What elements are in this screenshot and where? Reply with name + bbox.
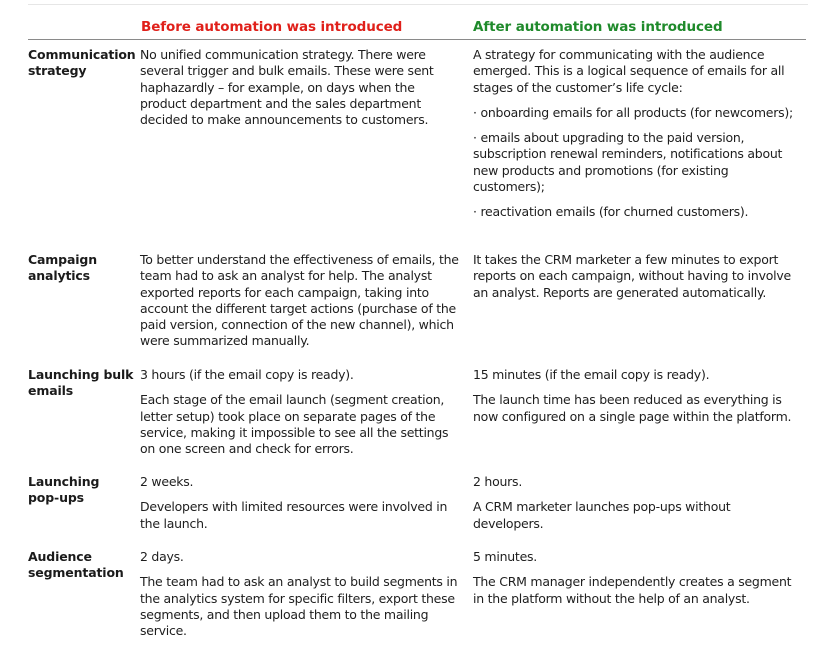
- cell-paragraph: The launch time has been reduced as everything is now configured on a single page within the platform.: [473, 392, 792, 424]
- row-label: Campaign analytics: [28, 252, 97, 283]
- cell-paragraph: 2 weeks.: [140, 474, 194, 489]
- cell-after: [473, 252, 803, 301]
- cell-before: [140, 47, 462, 128]
- cell-paragraph: 5 minutes.: [473, 549, 537, 564]
- row-label: Launching bulk emails: [28, 367, 134, 398]
- header-divider: [28, 39, 806, 40]
- cell-paragraph: · emails about upgrading to the paid version, subscription renewal reminders, notifications about new products and promotions (for existing customers);: [473, 130, 783, 195]
- cell-paragraph: · reactivation emails (for churned customers).: [473, 204, 749, 220]
- cell-after: [473, 474, 803, 532]
- cell-paragraph: 2 days.: [140, 549, 184, 564]
- row-label: Communication strategy: [28, 47, 136, 78]
- top-divider: [28, 4, 808, 5]
- cell-paragraph: Developers with limited resources were involved in the launch.: [140, 499, 448, 531]
- cell-after: [473, 549, 803, 607]
- cell-paragraph: No unified communication strategy. There were several trigger and bulk emails. These were sent haphazardly – for example, on days when the product department and the sales department decided to make announcements to customers.: [140, 47, 434, 128]
- cell-paragraph: · onboarding emails for all products (for newcomers);: [473, 104, 793, 120]
- cell-paragraph: 15 minutes (if the email copy is ready).: [473, 367, 710, 382]
- cell-before: [140, 549, 462, 639]
- row-label: Launching pop-ups: [28, 474, 100, 505]
- cell-paragraph: The team had to ask an analyst to build segments in the analytics system for specific filters, export these segments, and then upload them to the mailing service.: [140, 574, 458, 639]
- cell-paragraph: Each stage of the email launch (segment creation, letter setup) took place on separate pages of the service, making it impossible to see all the settings on one screen and check for errors.: [140, 392, 449, 457]
- cell-paragraph: A strategy for communicating with the audience emerged. This is a logical sequence of emails for all stages of the customer’s life cycle:: [473, 47, 785, 95]
- cell-after: [473, 367, 803, 425]
- cell-paragraph: The CRM manager independently creates a segment in the platform without the help of an analyst.: [473, 574, 792, 606]
- cell-after: [473, 47, 803, 221]
- cell-before: [140, 367, 462, 457]
- cell-paragraph: To better understand the effectiveness of emails, the team had to ask an analyst for help. The analyst exported reports for each campaign, taking into account the different target actions (purchase of the paid version, connection of the new channel), which were summarized manually.: [140, 252, 459, 349]
- cell-paragraph: A CRM marketer launches pop-ups without developers.: [473, 499, 731, 531]
- column-header-before: Before automation was introduced: [141, 19, 403, 35]
- cell-paragraph: It takes the CRM marketer a few minutes to export reports on each campaign, without having to involve an analyst. Reports are generated automatically.: [473, 252, 791, 300]
- column-header-after: After automation was introduced: [473, 19, 723, 35]
- cell-paragraph: 3 hours (if the email copy is ready).: [140, 367, 354, 382]
- cell-paragraph: 2 hours.: [473, 474, 523, 489]
- cell-before: [140, 474, 462, 532]
- row-label: Audience segmentation: [28, 549, 124, 580]
- cell-before: [140, 252, 462, 350]
